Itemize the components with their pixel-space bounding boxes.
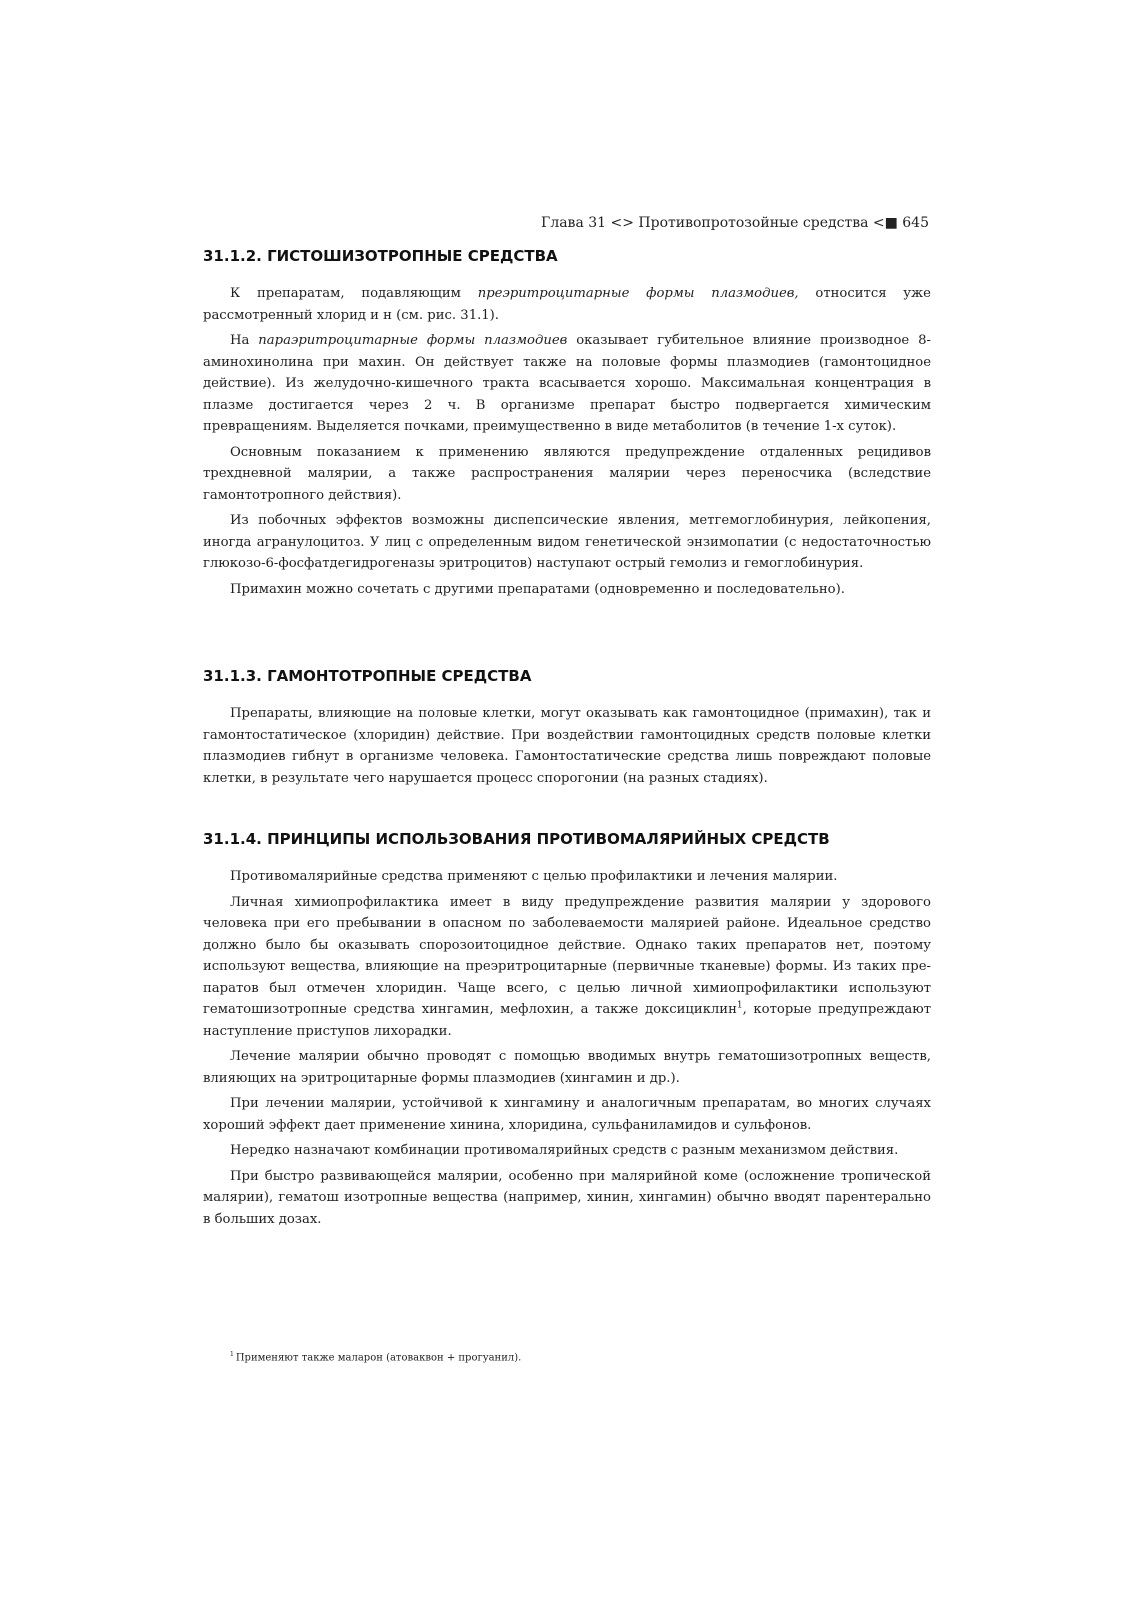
section-body [203, 703, 931, 789]
footnote-reference[interactable]: 1 [736, 1000, 743, 1011]
footnote-mark: 1 [230, 1351, 234, 1358]
section-body [203, 283, 931, 600]
paragraph: Примахин можно сочетать с другими препаратами (одновременно и последовательно). [230, 581, 845, 597]
paragraph: Лечение малярии обычно проводят с помощью вводимых внутрь гематошизотропных веществ, влияющих на эритроцитарные формы плазмодиев (хингамин и др.). [203, 1049, 931, 1086]
paragraph: Основным показанием к применению являются предупреждение отдаленных рецидивов трехдневной малярии, а также распространения малярии через переносчика (вследствие гамонтотропного действия). [203, 444, 931, 503]
section-31-1-2 [203, 245, 931, 604]
paragraph: Препараты, влияющие на половые клетки, могут оказывать как гамонтоцидное (примахин), так и гамонтостатическое (хлоридин) действие. При воздействии гамонтоцидных средств половые клетки плазмодиев гибнут в организме человека. Гамонтостатические средства лишь повреждают половые клетки, в результате чего нарушается процесс спорогонии (на разных стадиях). [203, 706, 931, 786]
emphasis: параэритроцитарные формы плазмодиев [258, 333, 568, 348]
paragraph: Нередко назначают комбинации противомалярийных средств с разным механизмом действия. [230, 1143, 899, 1158]
footnote-text: Применяют также маларон (атоваквон + прогуанил). [235, 1352, 522, 1364]
paragraph: При быстро развивающейся малярии, особенно при малярийной коме (осложнение тропической малярии), гематош изотропные вещества (например, хинин, хингамин) обычно вводят парентерально в больших дозах. [203, 1168, 931, 1227]
paragraph: На параэритроцитарные формы плазмодиев оказывает губительное влияние производное 8-аминохинолина при махин. Он действует также на половые формы плазмодиев (гамонтоцидное действие). Из желудочно-кишечного тракта всасывается хорошо. Максимальная концентрация в плазме достигается через 2 ч. В организме препарат быстро подвергается химическим превращениям. Выделяется почками, преимущественно в виде метаболитов (в течение 1-х суток). [203, 333, 931, 434]
paragraph: К препаратам, подавляющим преэритроцитарные формы плазмодиев, относится уже рассмотренный хлорид и н (см. рис. 31.1). [203, 286, 931, 323]
book-page [203, 212, 931, 1402]
paragraph: Личная химиопрофилактика имеет в виду предупреждение развития малярии у здорового человека при его пребывании в опасном по заболеваемости малярией районе. Идеальное средство должно было бы оказывать спорозоитоцидное действие. Однако таких препаратов нет, поэтому используют вещества, влияющие на преэритроцитарные (первичные тканевые) формы. Из таких препаратов был отмечен хлоридин. Чаще всего, с целью личной химиопрофилактики используют гематошизотропные средства хингамин, мефлохин, а также доксициклин$^1$, которые предупреждают наступление приступов лихорадки. [203, 894, 931, 1039]
footnote [230, 1348, 521, 1365]
section-title: 31.1.4. ПРИНЦИПЫ ИСПОЛЬЗОВАНИЯ ПРОТИВОМАЛЯРИЙНЫХ СРЕДСТВ [203, 830, 830, 848]
emphasis: преэритроцитарные формы плазмодиев, [477, 286, 799, 301]
section-body [203, 866, 931, 1230]
section-title: 31.1.2. ГИСТОШИЗОТРОПНЫЕ СРЕДСТВА [203, 247, 558, 265]
section-title: 31.1.3. ГАМОНТОТРОПНЫЕ СРЕДСТВА [203, 667, 532, 685]
section-31-1-3 [203, 665, 931, 793]
section-31-1-4 [203, 828, 931, 1234]
running-header: Глава 31 <> Противопротозойные средства <■ 645 [541, 215, 929, 231]
paragraph: Из побочных эффектов возможны диспепсические явления, метгемоглобинурия, лейкопения, иногда агранулоцитоз. У лиц с определенным видом генетической энзимопатии (с недостаточностью глюкозо-6-фосфатдегидрогеназы эритроцитов) наступают острый гемолиз и гемоглобинурия. [203, 513, 931, 571]
paragraph: При лечении малярии, устойчивой к хингамину и аналогичным препаратам, во многих случаях хороший эффект дает применение хинина, хлоридина, сульфаниламидов и сульфонов. [203, 1096, 931, 1133]
paragraph: Противомалярийные средства применяют с целью профилактики и лечения малярии. [230, 869, 838, 884]
